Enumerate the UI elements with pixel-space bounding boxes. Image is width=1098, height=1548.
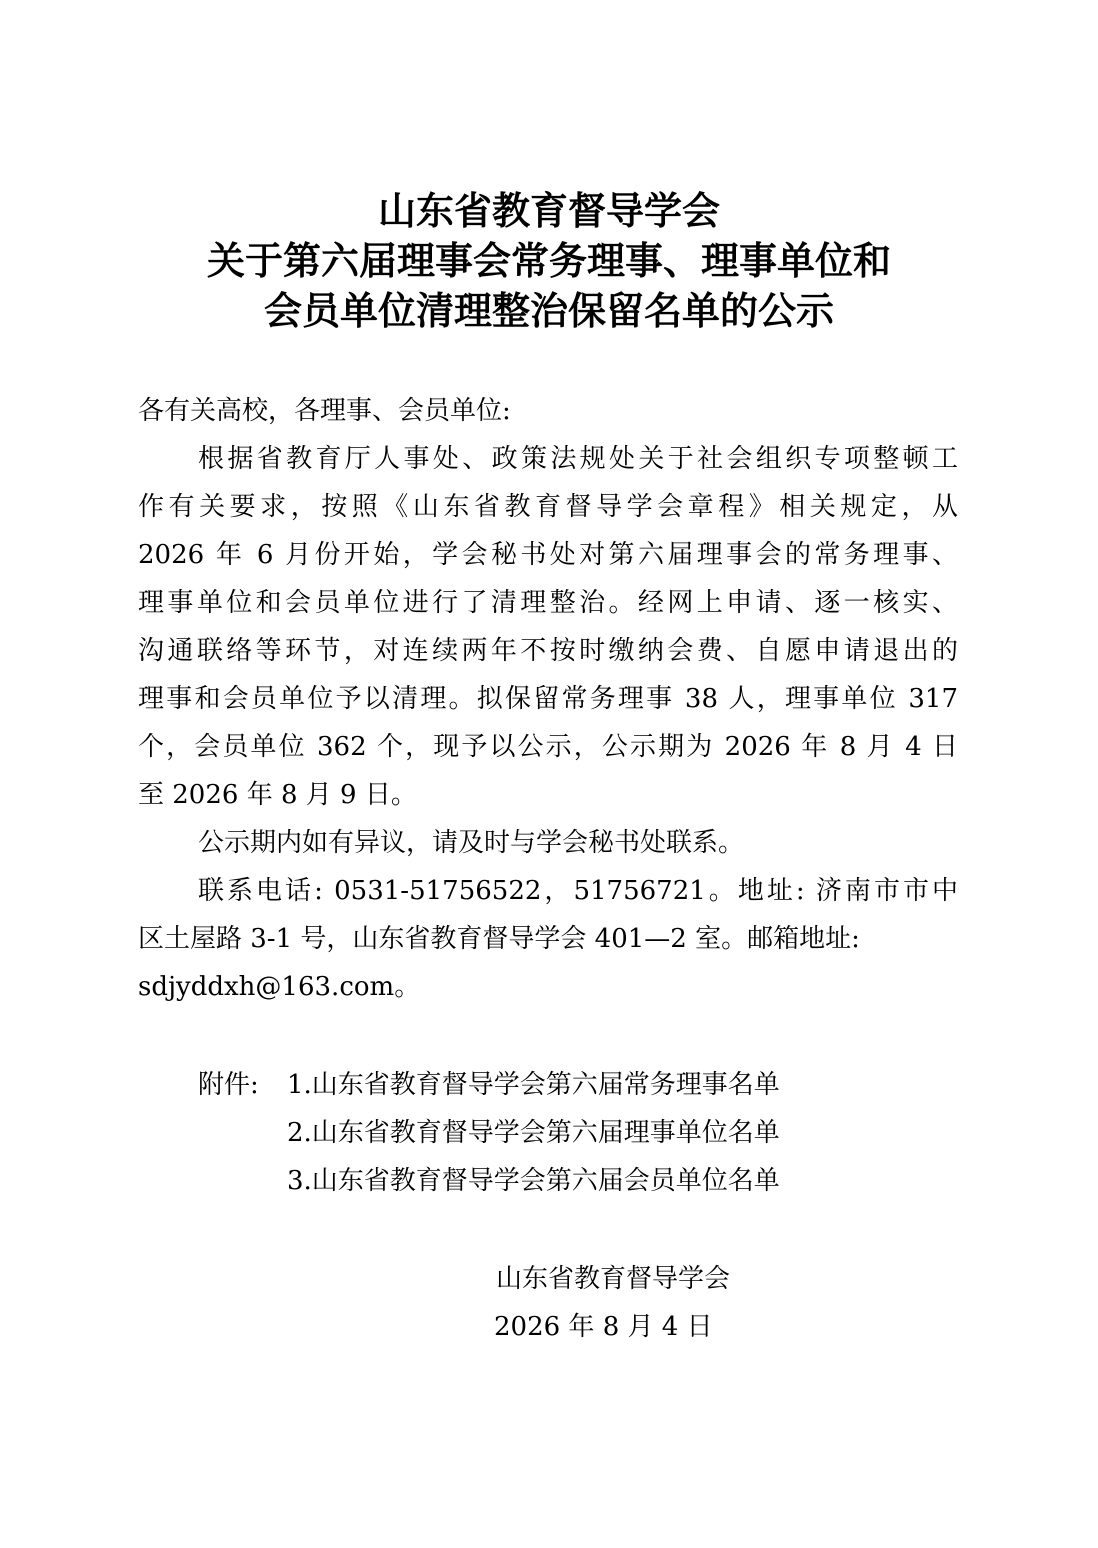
paragraph-line: 理事和会员单位予以清理。拟保留常务理事 38 人，理事单位 317 <box>138 684 958 714</box>
document-title-line-2: 关于第六届理事会常务理事、理事单位和 <box>206 238 891 283</box>
paragraph-line: 个，会员单位 362 个，现予以公示，公示期为 2026 年 8 月 4 日 <box>138 732 958 762</box>
contact-line: 区土屋路 3-1 号，山东省教育督导学会 401—2 室。邮箱地址: <box>138 924 860 954</box>
attachment-item-1: 1.山东省教育督导学会第六届常务理事名单 <box>287 1070 780 1100</box>
contact-email-line: sdjyddxh@163.com。 <box>138 972 421 1002</box>
attachments-label: 附件: <box>198 1070 259 1100</box>
paragraph-line: 沟通联络等环节，对连续两年不按时缴纳会费、自愿申请退出的 <box>138 636 958 666</box>
contact-line: 联系电话: 0531-51756522，51756721。地址: 济南市市中 <box>198 876 958 906</box>
attachment-item-3: 3.山东省教育督导学会第六届会员单位名单 <box>287 1166 780 1196</box>
signature-organization: 山东省教育督导学会 <box>496 1264 731 1294</box>
paragraph-line: 2026 年 6 月份开始，学会秘书处对第六届理事会的常务理事、 <box>138 540 958 570</box>
paragraph-line: 至 2026 年 8 月 9 日。 <box>138 780 417 810</box>
attachment-item-2: 2.山东省教育督导学会第六届理事单位名单 <box>287 1118 780 1148</box>
document-title-line-3: 会员单位清理整治保留名单的公示 <box>263 288 834 333</box>
document-title-line-1: 山东省教育督导学会 <box>377 188 720 233</box>
paragraph-line: 根据省教育厅人事处、政策法规处关于社会组织专项整顿工 <box>198 444 958 474</box>
signature-date: 2026 年 8 月 4 日 <box>494 1312 713 1342</box>
salutation: 各有关高校，各理事、会员单位: <box>138 396 511 426</box>
paragraph-line: 理事单位和会员单位进行了清理整治。经网上申请、逐一核实、 <box>138 588 958 618</box>
body-paragraph-2: 公示期内如有异议，请及时与学会秘书处联系。 <box>198 828 745 858</box>
paragraph-line: 作有关要求，按照《山东省教育督导学会章程》相关规定，从 <box>138 492 958 522</box>
